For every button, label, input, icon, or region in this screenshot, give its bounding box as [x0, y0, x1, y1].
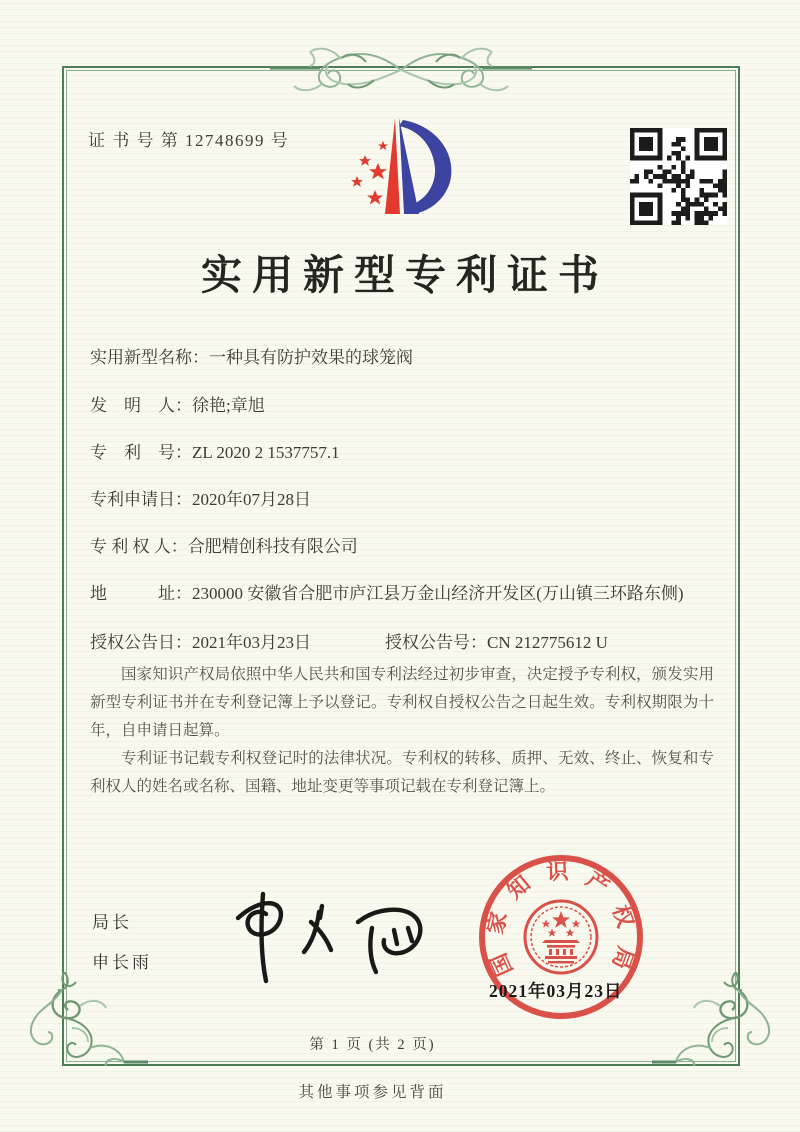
- legal-text: [90, 661, 714, 800]
- field-utility-model-name: [90, 346, 714, 371]
- field-inventor: [90, 394, 714, 419]
- field-label: 专 利 权 人：: [90, 537, 188, 556]
- director-name: 申长雨: [92, 953, 152, 972]
- legal-paragraph-1: 国家知识产权局依照中华人民共和国专利法经过初步审查，决定授予专利权，颁发实用新型专利证书并在专利登记簿上予以登记。专利权自授权公告之日起生效。专利权期限为十年，自申请日起算。: [90, 666, 714, 739]
- qr-code: [630, 128, 727, 225]
- seal-date: 2021年03月23日: [489, 981, 623, 1001]
- director-signature-icon: [216, 884, 431, 989]
- field-label: 地 址：: [90, 584, 192, 603]
- page-indicator: 第 1 页 (共 2 页): [309, 1037, 436, 1053]
- field-grant-number: [385, 631, 608, 656]
- field-address: [90, 582, 714, 607]
- cnipa-logo-icon: [333, 110, 481, 232]
- field-label: 专利申请日：: [90, 490, 192, 509]
- field-value: 2020年07月28日: [192, 490, 311, 509]
- certificate-number: 证 书 号 第 12748699 号: [88, 131, 290, 150]
- certificate-title: 实用新型专利证书: [201, 252, 609, 298]
- field-label: 发 明 人：: [90, 396, 192, 415]
- field-label: 实用新型名称：: [90, 348, 209, 367]
- field-patent-number: [90, 441, 714, 466]
- field-value: 2021年03月23日: [192, 633, 311, 652]
- field-value: ZL 2020 2 1537757.1: [192, 443, 340, 462]
- other-matters-note: 其他事项参见背面: [298, 1084, 447, 1101]
- director-block: [92, 903, 152, 983]
- field-value: 230000 安徽省合肥市庐江县万金山经济开发区(万山镇三环路东侧): [192, 584, 684, 603]
- director-title: 局长: [92, 913, 132, 932]
- field-value: CN 212775612 U: [487, 633, 608, 652]
- field-label: 授权公告号：: [385, 633, 487, 652]
- field-grant-date: [90, 631, 385, 656]
- field-value: 一种具有防护效果的球笼阀: [209, 348, 413, 367]
- field-filing-date: [90, 488, 714, 513]
- field-label: 专 利 号：: [90, 443, 192, 462]
- seal-text: 国家知识产权局: [482, 858, 639, 980]
- field-label: 授权公告日：: [90, 633, 192, 652]
- field-grant-row: [90, 631, 714, 656]
- field-value: 徐艳;章旭: [192, 396, 265, 415]
- legal-paragraph-2: 专利证书记载专利权登记时的法律状况。专利权的转移、质押、无效、终止、恢复和专利权人的姓名或名称、国籍、地址变更等事项记载在专利登记簿上。: [90, 749, 714, 795]
- field-patentee: [90, 535, 714, 560]
- field-value: 合肥精创科技有限公司: [187, 537, 358, 556]
